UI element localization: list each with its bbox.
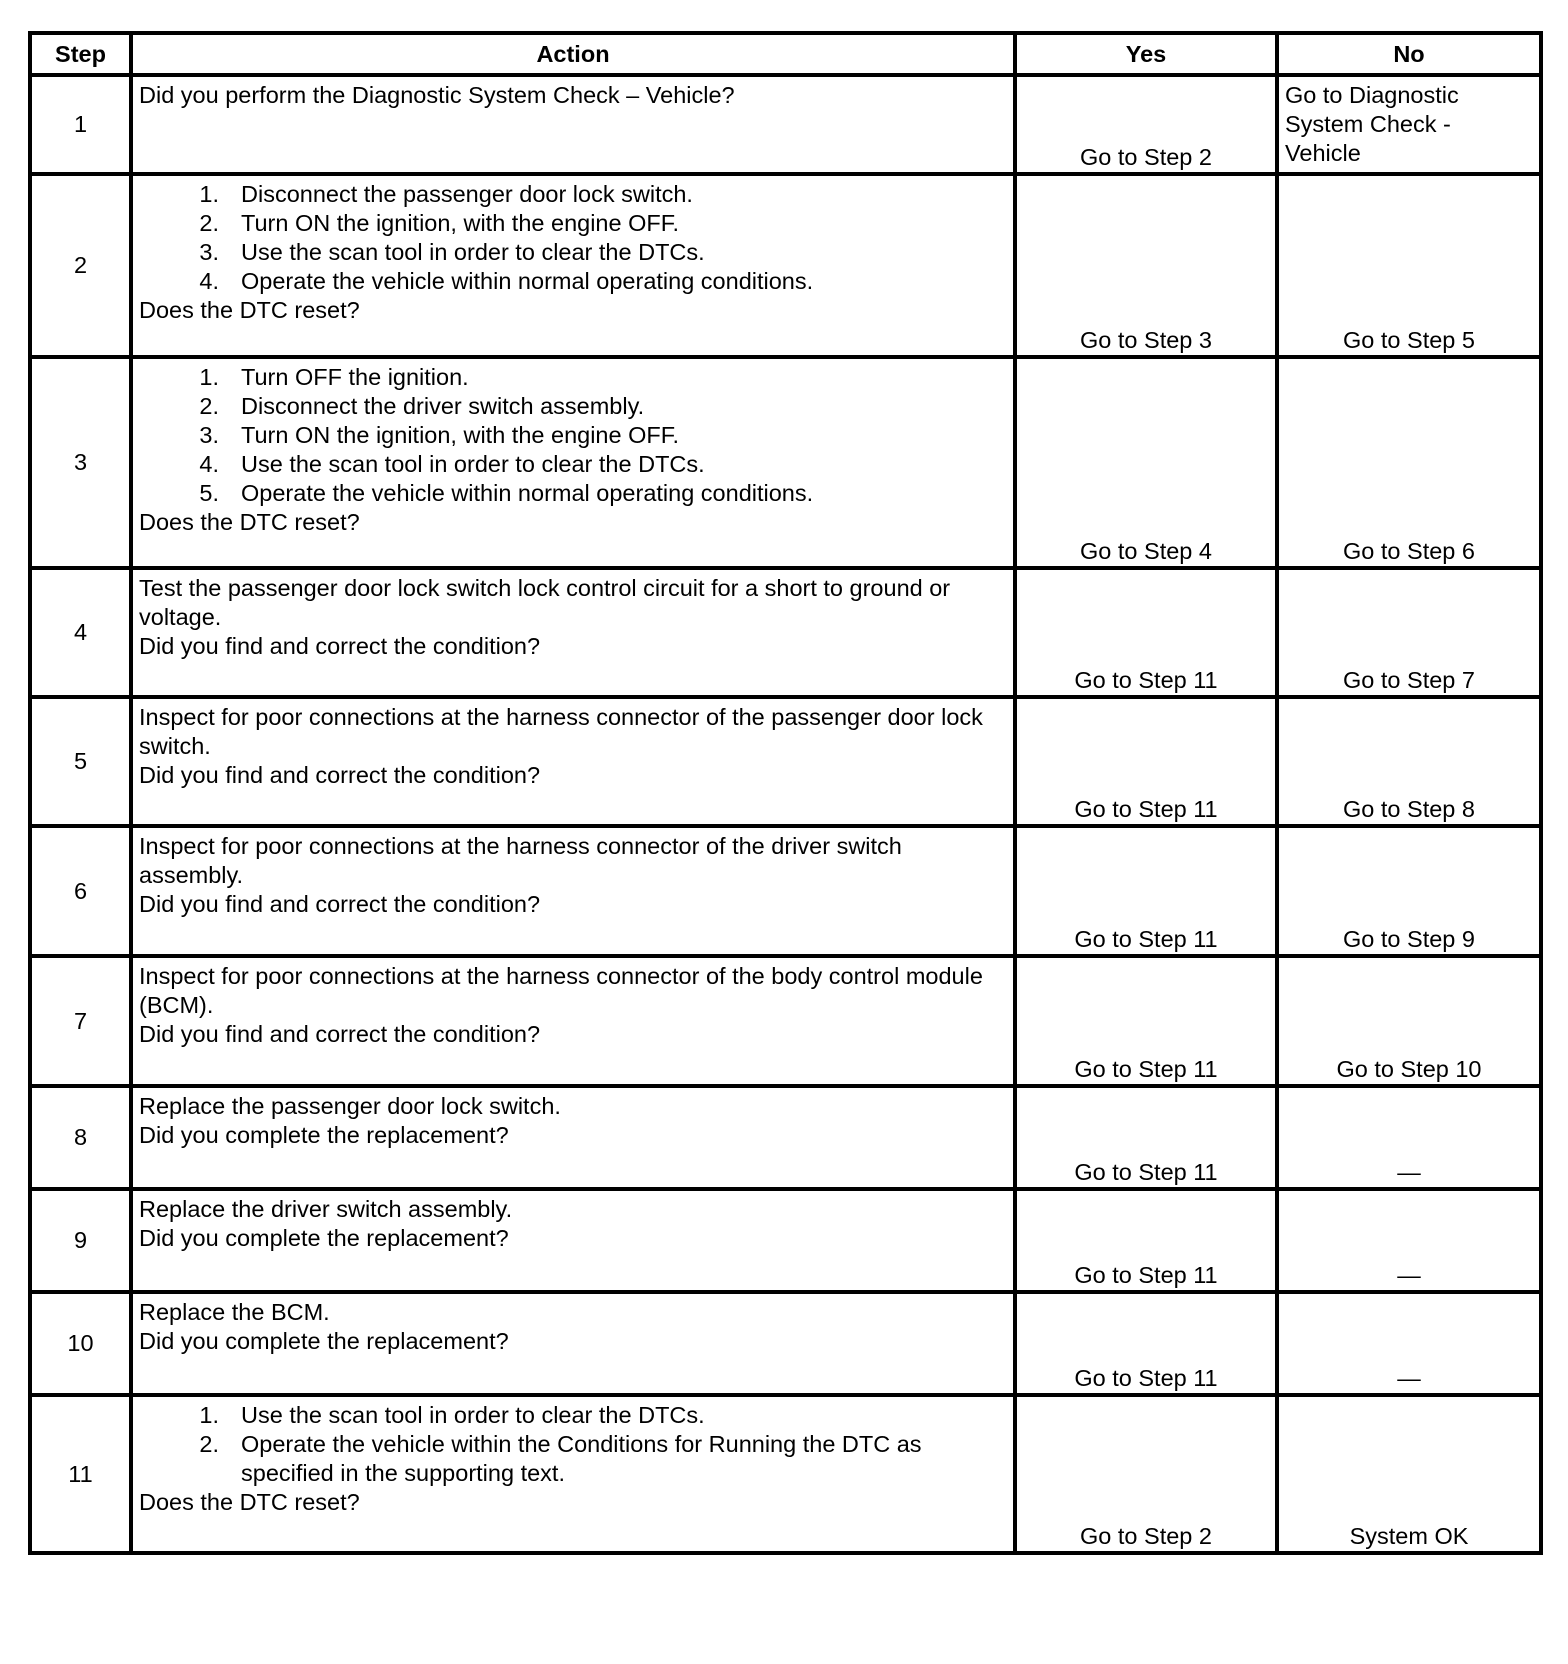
step-number: 10 bbox=[30, 1292, 131, 1395]
list-item: 4. Use the scan tool in order to clear the DTCs. bbox=[199, 451, 705, 477]
procedure-list bbox=[139, 1401, 1007, 1488]
list-item: 1. Turn OFF the ignition. bbox=[199, 364, 469, 390]
action-text: Inspect for poor connections at the harness connector of the passenger door lock switch. bbox=[139, 704, 983, 759]
procedure-list bbox=[139, 363, 1007, 508]
no-cell: — bbox=[1277, 1189, 1541, 1292]
list-item: 5. Operate the vehicle within normal operating conditions. bbox=[199, 480, 814, 506]
list-item: 2. Disconnect the driver switch assembly. bbox=[199, 393, 645, 419]
action-question: Did you find and correct the condition? bbox=[139, 633, 541, 659]
yes-cell: Go to Step 11 bbox=[1015, 1189, 1277, 1292]
step-number: 6 bbox=[30, 826, 131, 956]
yes-cell: Go to Step 11 bbox=[1015, 1086, 1277, 1189]
action-question: Did you find and correct the condition? bbox=[139, 891, 541, 917]
list-item: 3. Turn ON the ignition, with the engine OFF. bbox=[199, 422, 680, 448]
action-cell bbox=[131, 956, 1015, 1086]
step-number: 3 bbox=[30, 357, 131, 568]
no-cell: Go to Step 10 bbox=[1277, 956, 1541, 1086]
action-cell bbox=[131, 1189, 1015, 1292]
no-cell: — bbox=[1277, 1086, 1541, 1189]
step-number: 11 bbox=[30, 1395, 131, 1553]
header-action: Action bbox=[131, 33, 1015, 75]
action-question: Does the DTC reset? bbox=[139, 509, 360, 535]
header-yes: Yes bbox=[1015, 33, 1277, 75]
yes-cell: Go to Step 2 bbox=[1015, 75, 1277, 174]
action-cell bbox=[131, 1086, 1015, 1189]
action-question: Does the DTC reset? bbox=[139, 1489, 360, 1515]
diagnostic-table bbox=[28, 31, 1543, 1555]
no-cell: System OK bbox=[1277, 1395, 1541, 1553]
list-item: 1. Disconnect the passenger door lock switch. bbox=[199, 181, 693, 207]
action-text: Inspect for poor connections at the harness connector of the body control module (BCM). bbox=[139, 963, 983, 1018]
table-row bbox=[30, 75, 1541, 174]
table-row bbox=[30, 1395, 1541, 1553]
yes-cell: Go to Step 2 bbox=[1015, 1395, 1277, 1553]
action-text: Replace the passenger door lock switch. bbox=[139, 1093, 561, 1119]
no-cell: Go to Diagnostic System Check - Vehicle bbox=[1277, 75, 1541, 174]
step-number: 2 bbox=[30, 174, 131, 357]
step-number: 4 bbox=[30, 568, 131, 697]
header-row bbox=[30, 33, 1541, 75]
action-cell bbox=[131, 1292, 1015, 1395]
action-question: Did you find and correct the condition? bbox=[139, 1021, 541, 1047]
action-text: Replace the driver switch assembly. bbox=[139, 1196, 513, 1222]
no-cell: Go to Step 9 bbox=[1277, 826, 1541, 956]
step-number: 9 bbox=[30, 1189, 131, 1292]
action-cell bbox=[131, 174, 1015, 357]
action-cell bbox=[131, 357, 1015, 568]
table-row bbox=[30, 1292, 1541, 1395]
no-cell: Go to Step 6 bbox=[1277, 357, 1541, 568]
list-item: 1. Use the scan tool in order to clear the DTCs. bbox=[199, 1402, 705, 1428]
action-cell bbox=[131, 1395, 1015, 1553]
table-row bbox=[30, 1086, 1541, 1189]
list-item: 4. Operate the vehicle within normal operating conditions. bbox=[199, 268, 814, 294]
step-number: 5 bbox=[30, 697, 131, 826]
action-text: Inspect for poor connections at the harness connector of the driver switch assembly. bbox=[139, 833, 902, 888]
action-text: Replace the BCM. bbox=[139, 1299, 330, 1325]
action-question: Did you find and correct the condition? bbox=[139, 762, 541, 788]
step-number: 8 bbox=[30, 1086, 131, 1189]
list-item: 2. Operate the vehicle within the Conditions for Running the DTC as specified in the supporting text. bbox=[199, 1431, 922, 1486]
no-cell: Go to Step 8 bbox=[1277, 697, 1541, 826]
table-row bbox=[30, 1189, 1541, 1292]
no-cell: Go to Step 7 bbox=[1277, 568, 1541, 697]
yes-cell: Go to Step 4 bbox=[1015, 357, 1277, 568]
yes-cell: Go to Step 11 bbox=[1015, 697, 1277, 826]
action-question: Did you complete the replacement? bbox=[139, 1122, 509, 1148]
no-cell: — bbox=[1277, 1292, 1541, 1395]
yes-cell: Go to Step 3 bbox=[1015, 174, 1277, 357]
table-row bbox=[30, 357, 1541, 568]
no-cell: Go to Step 5 bbox=[1277, 174, 1541, 357]
yes-cell: Go to Step 11 bbox=[1015, 568, 1277, 697]
action-text: Test the passenger door lock switch lock control circuit for a short to ground or voltage. bbox=[139, 575, 951, 630]
yes-cell: Go to Step 11 bbox=[1015, 1292, 1277, 1395]
table-row bbox=[30, 826, 1541, 956]
procedure-list bbox=[139, 180, 1007, 296]
action-cell bbox=[131, 568, 1015, 697]
action-question: Did you complete the replacement? bbox=[139, 1328, 509, 1354]
table-row bbox=[30, 174, 1541, 357]
yes-cell: Go to Step 11 bbox=[1015, 826, 1277, 956]
action-text: Did you perform the Diagnostic System Check – Vehicle? bbox=[139, 82, 735, 108]
table-row bbox=[30, 568, 1541, 697]
header-no: No bbox=[1277, 33, 1541, 75]
yes-cell: Go to Step 11 bbox=[1015, 956, 1277, 1086]
table-row bbox=[30, 956, 1541, 1086]
table-row bbox=[30, 697, 1541, 826]
action-cell bbox=[131, 697, 1015, 826]
step-number: 7 bbox=[30, 956, 131, 1086]
action-question: Did you complete the replacement? bbox=[139, 1225, 509, 1251]
list-item: 2. Turn ON the ignition, with the engine OFF. bbox=[199, 210, 680, 236]
header-step: Step bbox=[30, 33, 131, 75]
action-cell bbox=[131, 75, 1015, 174]
list-item: 3. Use the scan tool in order to clear the DTCs. bbox=[199, 239, 705, 265]
action-question: Does the DTC reset? bbox=[139, 297, 360, 323]
action-cell bbox=[131, 826, 1015, 956]
step-number: 1 bbox=[30, 75, 131, 174]
